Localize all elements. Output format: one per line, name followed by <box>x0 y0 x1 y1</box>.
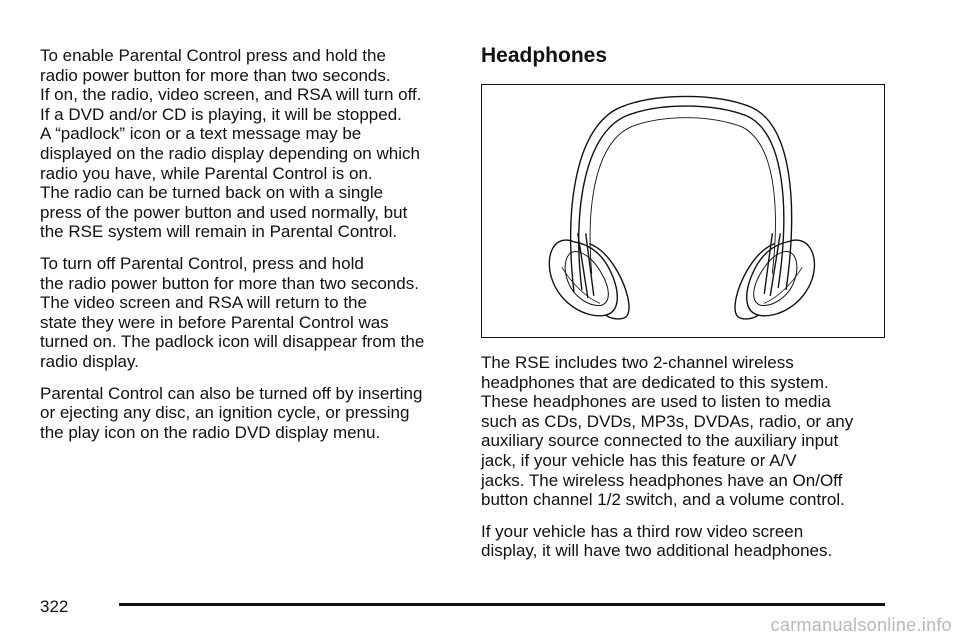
text-line: If on, the radio, video screen, and RSA will turn off. <box>40 85 422 105</box>
text-line: A “padlock” icon or a text message may be <box>40 124 362 144</box>
text-line: such as CDs, DVDs, MP3s, DVDAs, radio, or any <box>481 411 854 431</box>
page-number: 322 <box>40 597 69 616</box>
headphones-figure <box>481 84 885 338</box>
text-line: radio you have, while Parental Control is on. <box>40 163 373 183</box>
text-line: displayed on the radio display depending on which <box>40 143 420 163</box>
text-line: radio display. <box>40 351 139 371</box>
text-line: Parental Control can also be turned off by inserting <box>40 383 423 403</box>
paragraph-other-ways-off <box>40 384 465 443</box>
text-line: jacks. The wireless headphones have an On/Off <box>481 470 843 490</box>
text-line: the RSE system will remain in Parental Control. <box>40 222 398 242</box>
text-line: auxiliary source connected to the auxiliary input <box>481 431 839 451</box>
text-line: press of the power button and used normally, but <box>40 202 408 222</box>
paragraph-third-row <box>481 522 891 561</box>
paragraph-headphones-description <box>481 353 891 510</box>
text-line: jack, if your vehicle has this feature or A/V <box>481 450 797 470</box>
text-line: the radio power button for more than two seconds. <box>40 273 419 293</box>
paragraph-enable-parental-control <box>40 46 465 242</box>
text-line: If your vehicle has a third row video screen <box>481 521 804 541</box>
text-line: The radio can be turned back on with a single <box>40 183 384 203</box>
text-line: the play icon on the radio DVD display menu. <box>40 422 381 442</box>
text-line: The RSE includes two 2-channel wireless <box>481 353 794 372</box>
text-line: button channel 1/2 switch, and a volume control. <box>481 490 845 510</box>
text-line: To turn off Parental Control, press and hold <box>40 253 364 273</box>
wireless-headphones-illustration-icon <box>482 85 884 337</box>
right-column-body <box>481 353 891 573</box>
text-line: display, it will have two additional headphones. <box>481 541 833 561</box>
text-line: These headphones are used to listen to media <box>481 392 831 412</box>
text-line: headphones that are dedicated to this system. <box>481 372 829 392</box>
left-column <box>40 46 465 454</box>
text-line: state they were in before Parental Control was <box>40 312 389 332</box>
text-line: The video screen and RSA will return to the <box>40 293 367 313</box>
text-line: To enable Parental Control press and hold the <box>40 46 386 65</box>
footer-rule <box>119 603 885 606</box>
text-line: radio power button for more than two seconds. <box>40 65 391 85</box>
watermark: carmanualsonline.info <box>770 615 952 635</box>
text-line: turned on. The padlock icon will disappear from the <box>40 332 425 352</box>
paragraph-disable-parental-control <box>40 254 465 372</box>
text-line: If a DVD and/or CD is playing, it will be stopped. <box>40 104 402 124</box>
text-line: or ejecting any disc, an ignition cycle, or pressing <box>40 403 410 423</box>
section-heading-headphones: Headphones <box>481 44 608 67</box>
